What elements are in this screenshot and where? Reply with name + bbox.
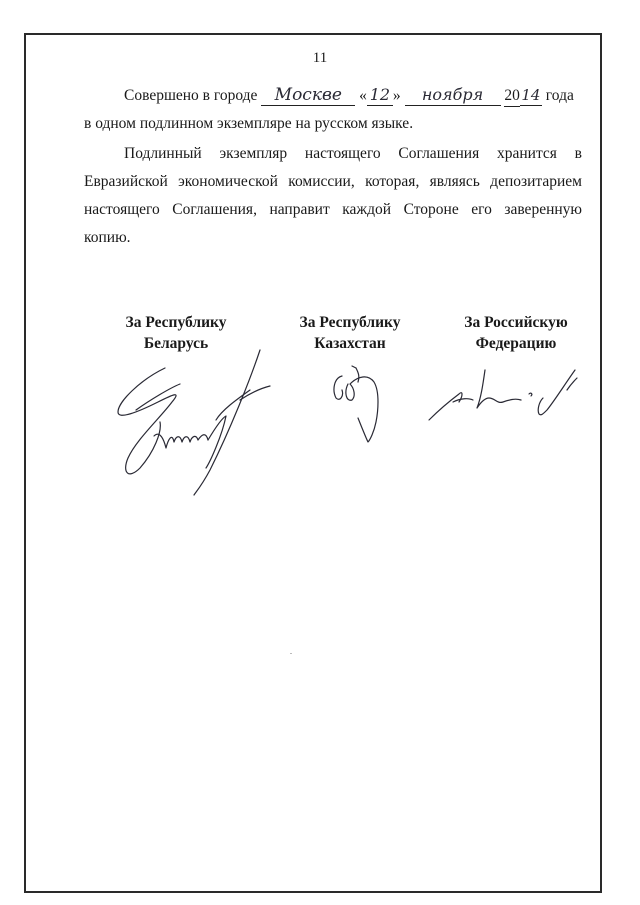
storage-paragraph — [84, 140, 582, 252]
quote-open: « — [359, 87, 367, 104]
quote-close: » — [392, 87, 401, 104]
signatory-russia — [448, 312, 584, 354]
storage-line-4: копию. — [84, 229, 131, 246]
signatory-kazakhstan-line2: Казахстан — [314, 335, 386, 352]
storage-line-1: Подлинный экземпляр настоящего Соглашения хранится в — [124, 145, 582, 162]
page-number: 11 — [312, 50, 328, 66]
year-prefix: 20 — [504, 86, 520, 107]
signature-russia — [425, 364, 580, 426]
handwritten-day: 12 — [367, 85, 393, 106]
signatory-kazakhstan-line1: За Республику — [299, 314, 401, 331]
storage-line-3: настоящего Соглашения, направит каждой Стороне его заверенную — [84, 201, 582, 218]
signatory-russia-line1: За Российскую — [464, 314, 568, 331]
signatory-kazakhstan — [282, 312, 418, 354]
done-in-line — [84, 82, 582, 110]
done-in-paragraph — [84, 82, 582, 138]
language-line: в одном подлинном экземпляре на русском языке. — [84, 115, 414, 132]
storage-line-2: Евразийской экономической комиссии, которая, являясь депозитарием — [84, 173, 582, 190]
handwritten-year: 14 — [521, 86, 541, 104]
done-in-prefix: Совершено в городе — [124, 87, 258, 104]
signature-belarus — [110, 340, 280, 500]
signatory-belarus-line2: Беларусь — [143, 335, 209, 352]
signatory-russia-line2: Федерацию — [475, 335, 557, 352]
handwritten-city: Москве — [261, 85, 355, 106]
signature-kazakhstan — [328, 362, 388, 444]
done-in-suffix: года — [545, 87, 574, 104]
handwritten-month: ноября — [405, 85, 501, 106]
scan-speck — [290, 653, 292, 654]
signatory-belarus-line1: За Республику — [125, 314, 227, 331]
